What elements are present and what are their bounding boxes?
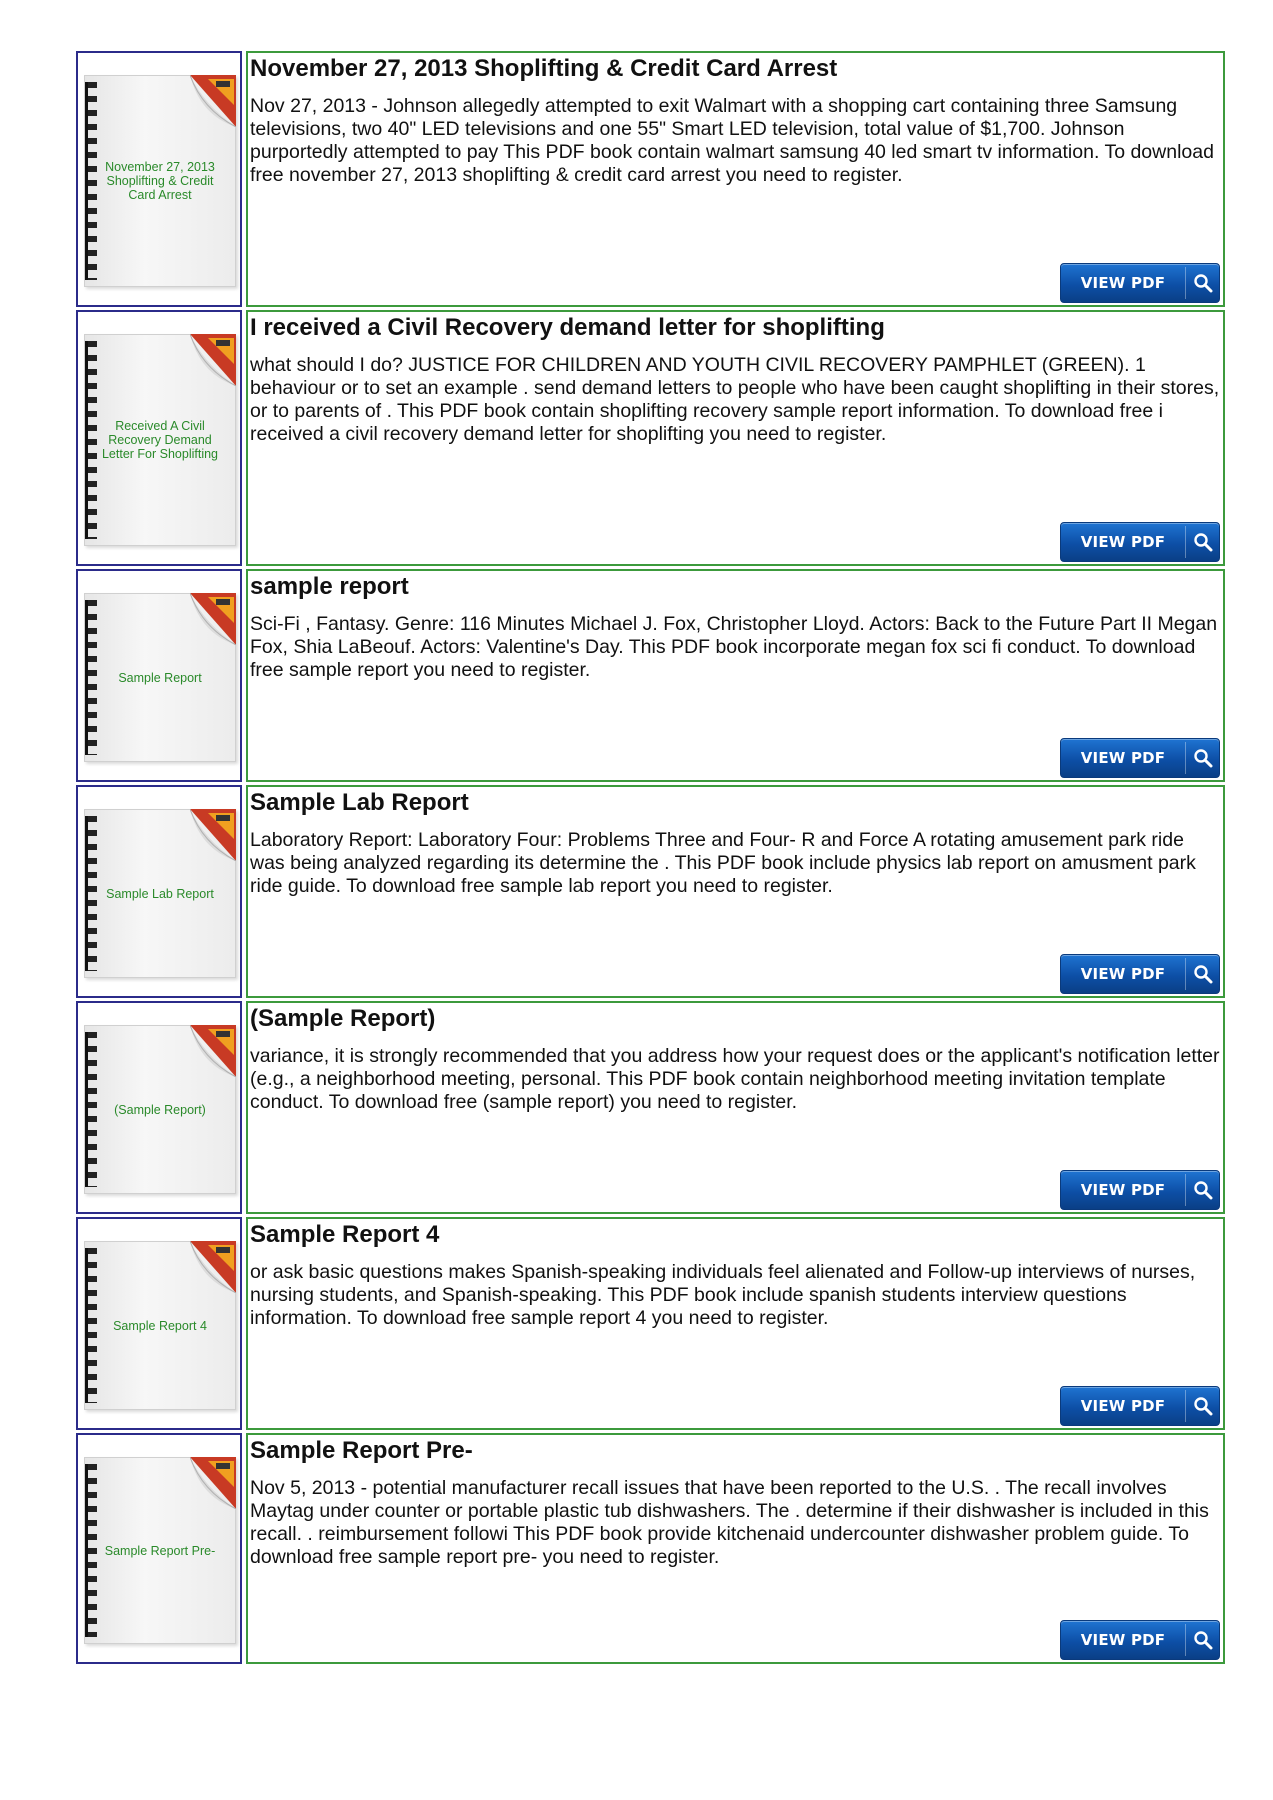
view-pdf-label: VIEW PDF bbox=[1080, 533, 1166, 551]
book-cover bbox=[84, 1457, 236, 1644]
book-thumbnail[interactable] bbox=[76, 310, 242, 566]
magnifier-icon bbox=[1186, 1180, 1219, 1200]
item-title[interactable]: sample report bbox=[250, 573, 409, 600]
item-details bbox=[246, 310, 1225, 566]
magnifier-icon bbox=[1186, 1630, 1219, 1650]
item-description: or ask basic questions makes Spanish-speaking individuals feel alienated and Follow-up interviews of nurses, nursing students, and Spanish-speaking. This PDF book include spanish students interview questions information. To download free sample report 4 you need to register. bbox=[250, 1261, 1196, 1329]
book-cover bbox=[84, 809, 236, 978]
view-pdf-label: VIEW PDF bbox=[1080, 965, 1166, 983]
item-title[interactable]: (Sample Report) bbox=[250, 1005, 436, 1032]
item-description: what should I do? JUSTICE FOR CHILDREN AND YOUTH CIVIL RECOVERY PAMPHLET (GREEN). 1 behaviour or to set an example . send demand letters to people who have been caught shoplifting in their stores, or to parents of . This PDF book contain shoplifting recovery sample report information. To download free i received a civil recovery demand letter for shoplifting you need to register. bbox=[250, 354, 1220, 445]
magnifier-icon bbox=[1186, 748, 1219, 768]
cover-title: (Sample Report) bbox=[114, 1102, 206, 1117]
list-item bbox=[76, 569, 1225, 782]
book-cover bbox=[84, 1025, 236, 1194]
magnifier-icon bbox=[1186, 964, 1219, 984]
item-details bbox=[246, 51, 1225, 307]
item-details bbox=[246, 785, 1225, 998]
cover-title: Sample Report Pre- bbox=[104, 1543, 216, 1558]
book-thumbnail[interactable] bbox=[76, 1433, 242, 1664]
cover-title: Sample Report bbox=[118, 670, 202, 685]
list-item bbox=[76, 785, 1225, 998]
view-pdf-button[interactable] bbox=[1060, 954, 1220, 994]
magnifier-icon bbox=[1186, 532, 1219, 552]
page-curl-icon bbox=[190, 1241, 236, 1293]
item-details bbox=[246, 1217, 1225, 1430]
book-cover bbox=[84, 593, 236, 762]
page-curl-icon bbox=[190, 1457, 236, 1509]
list-item bbox=[76, 1217, 1225, 1430]
view-pdf-button[interactable] bbox=[1060, 263, 1220, 303]
magnifier-icon bbox=[1186, 273, 1219, 293]
book-thumbnail[interactable] bbox=[76, 51, 242, 307]
view-pdf-label: VIEW PDF bbox=[1080, 1397, 1166, 1415]
item-details bbox=[246, 1001, 1225, 1214]
magnifier-icon bbox=[1186, 1396, 1219, 1416]
book-thumbnail[interactable] bbox=[76, 785, 242, 998]
page-curl-icon bbox=[190, 1025, 236, 1077]
pdf-listing bbox=[76, 51, 1225, 1667]
page-curl-icon bbox=[190, 75, 236, 127]
item-description: Nov 27, 2013 - Johnson allegedly attempted to exit Walmart with a shopping cart containing three Samsung televisions, two 40" LED televisions and one 55" Smart LED television, total value of $1,700. Johnson purportedly attempted to pay This PDF book contain walmart samsung 40 led smart tv information. To download free november 27, 2013 shoplifting & credit card arrest you need to register. bbox=[250, 95, 1214, 186]
item-title[interactable]: November 27, 2013 Shoplifting & Credit Card Arrest bbox=[250, 55, 838, 82]
list-item bbox=[76, 310, 1225, 566]
cover-title: November 27, 2013 Shoplifting & Credit Card Arrest bbox=[105, 160, 215, 202]
item-description: Sci-Fi , Fantasy. Genre: 116 Minutes Michael J. Fox, Christopher Lloyd. Actors: Back to the Future Part II Megan Fox, Shia LaBeouf. Actors: Valentine's Day. This PDF book incorporate megan fox sci fi conduct. To download free sample report you need to register. bbox=[250, 613, 1218, 681]
book-thumbnail[interactable] bbox=[76, 1217, 242, 1430]
list-item bbox=[76, 1001, 1225, 1214]
cover-title: Received A Civil Recovery Demand Letter For Shoplifting bbox=[101, 419, 219, 461]
list-item bbox=[76, 51, 1225, 307]
page-curl-icon bbox=[190, 334, 236, 386]
item-title[interactable]: Sample Report Pre- bbox=[250, 1437, 473, 1464]
view-pdf-label: VIEW PDF bbox=[1080, 274, 1166, 292]
book-cover bbox=[84, 75, 236, 287]
item-title[interactable]: I received a Civil Recovery demand letter for shoplifting bbox=[250, 314, 885, 341]
item-title[interactable]: Sample Lab Report bbox=[250, 789, 469, 816]
item-description: Nov 5, 2013 - potential manufacturer recall issues that have been reported to the U.S. . The recall involves Maytag under counter or portable plastic tub dishwashers. The . determine if their dishwasher is included in this recall. . reimbursement followi This PDF book provide kitchenaid undercounter dishwasher problem guide. To download free sample report pre- you need to register. bbox=[250, 1477, 1209, 1568]
item-details bbox=[246, 1433, 1225, 1664]
list-item bbox=[76, 1433, 1225, 1664]
view-pdf-button[interactable] bbox=[1060, 1386, 1220, 1426]
page-curl-icon bbox=[190, 809, 236, 861]
cover-title: Sample Lab Report bbox=[106, 886, 214, 901]
item-details bbox=[246, 569, 1225, 782]
cover-title: Sample Report 4 bbox=[113, 1318, 207, 1333]
book-thumbnail[interactable] bbox=[76, 1001, 242, 1214]
view-pdf-button[interactable] bbox=[1060, 1620, 1220, 1660]
view-pdf-button[interactable] bbox=[1060, 738, 1220, 778]
view-pdf-label: VIEW PDF bbox=[1080, 1631, 1166, 1649]
book-cover bbox=[84, 334, 236, 546]
book-cover bbox=[84, 1241, 236, 1410]
view-pdf-label: VIEW PDF bbox=[1080, 1181, 1166, 1199]
item-title[interactable]: Sample Report 4 bbox=[250, 1221, 440, 1248]
view-pdf-button[interactable] bbox=[1060, 1170, 1220, 1210]
item-description: variance, it is strongly recommended that you address how your request does or the applicant's notification letter (e.g., a neighborhood meeting, personal. This PDF book contain neighborhood meeting invitation template conduct. To download free (sample report) you need to register. bbox=[250, 1045, 1220, 1113]
view-pdf-button[interactable] bbox=[1060, 522, 1220, 562]
item-description: Laboratory Report: Laboratory Four: Problems Three and Four- R and Force A rotating amusement park ride was being analyzed regarding its determine the . This PDF book include physics lab report on amusment park ride guide. To download free sample lab report you need to register. bbox=[250, 829, 1196, 897]
book-thumbnail[interactable] bbox=[76, 569, 242, 782]
view-pdf-label: VIEW PDF bbox=[1080, 749, 1166, 767]
page-curl-icon bbox=[190, 593, 236, 645]
